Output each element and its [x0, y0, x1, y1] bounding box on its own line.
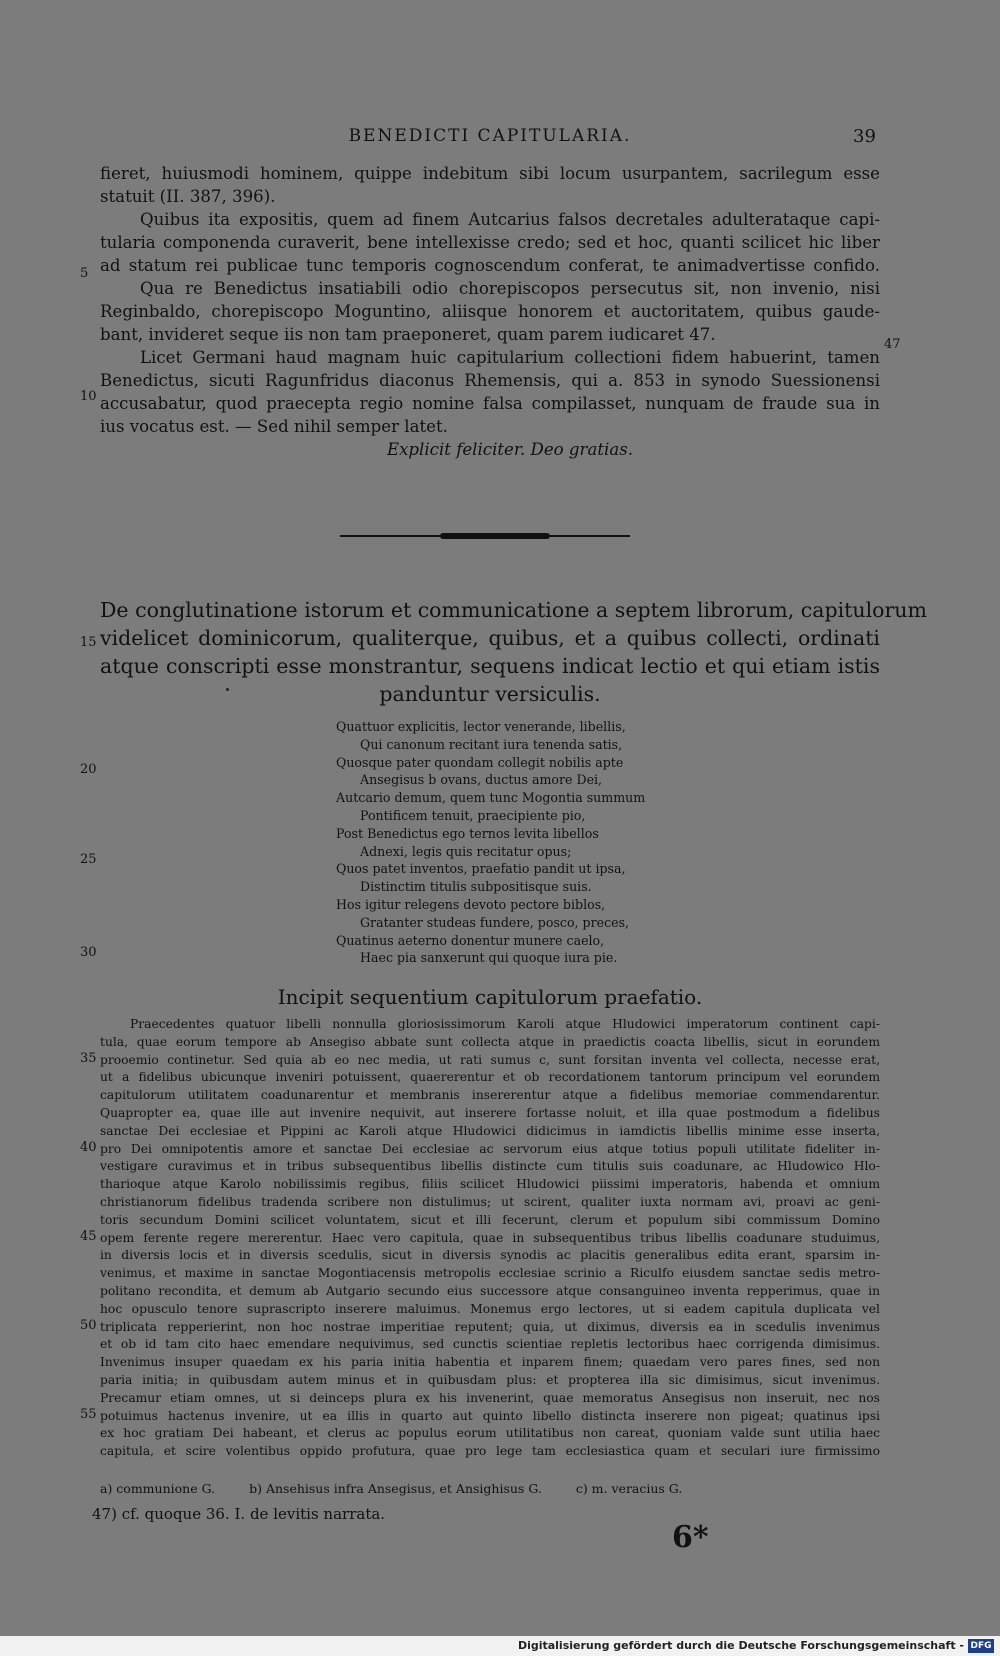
section-heading: Incipit sequentium capitulorum praefatio. — [277, 985, 703, 1009]
ink-speck — [226, 688, 229, 691]
funding-footer — [0, 1636, 1000, 1656]
text-line: toris secundum Domini scilicet voluntatem, sicut et illi fecerunt, clerum et populum sibi commissum Domino — [100, 1212, 880, 1227]
text-line: in diversis locis et in diversis scedulis, sicut in diversis synodis ac placitis generalibus edita erant, sparsim in- — [100, 1248, 880, 1263]
verse-line: Autcario demum, quem tunc Mogontia summum — [336, 790, 646, 806]
footnote-b: b) Ansehisus infra Ansegisus, et Ansighisus G. — [249, 1481, 542, 1496]
verse-line: Qui canonum recitant iura tenenda satis, — [360, 736, 623, 752]
verse-line: Hos igitur relegens devoto pectore biblos, — [336, 896, 606, 912]
verse-line: Quosque pater quondam collegit nobilis apte — [336, 754, 624, 770]
text-line: bant, invideret seque iis non tam praeponeret, quam parem iudicaret 47. — [100, 325, 716, 344]
verse-line: Pontificem tenuit, praecipiente pio, — [360, 807, 586, 823]
text-line: pro Dei omnipotentis amore et sanctae Dei ecclesiae ac servorum eius atque totius populi utilitate fideliter in- — [100, 1141, 880, 1156]
dfg-logo: DFG — [968, 1639, 994, 1653]
line-number: 50 — [80, 1318, 97, 1333]
explicit-line: Explicit feliciter. Deo gratias. — [386, 440, 634, 459]
text-line: tularia componenda curaverit, bene intellexisse credo; sed et hoc, quanti scilicet hic liber — [100, 233, 880, 252]
verse-line: Quattuor explicitis, lector venerande, libellis, — [336, 719, 626, 734]
text-line: Licet Germani haud magnam huic capitularium collectioni fidem habuerint, tamen — [140, 348, 880, 367]
text-line: ius vocatus est. — Sed nihil semper latet. — [100, 417, 448, 436]
text-line: politano recondita, et demum ab Autgario secundo eius successore atque consanguineo inventa repperimus, quae in — [100, 1283, 880, 1298]
line-number: 40 — [80, 1140, 97, 1155]
heading-line: De conglutinatione istorum et communicatione a septem librorum, capitulorum — [100, 598, 927, 622]
intro-text — [100, 162, 880, 461]
verse-line: Quatinus aeterno donentur munere caelo, — [336, 932, 605, 948]
footnotes — [100, 1481, 712, 1496]
text-line: paria initia; in quibusdam autem minus et in quibusdam plus: et propterea illa sic dimisimus, sicut invenimus. — [100, 1372, 880, 1387]
text-line: capitula, et scire volentibus oppido profutura, quae pro lege tam ecclesiastica quam et seculari iure firmissimo — [100, 1444, 880, 1459]
funding-notice: Digitalisierung gefördert durch die Deutsche Forschungsgemeinschaft - — [517, 1639, 964, 1652]
footnote-c: c) m. veracius G. — [575, 1481, 683, 1496]
line-number: 25 — [80, 852, 97, 867]
text-line: Praecedentes quatuor libelli nonnulla gloriosissimorum Karoli atque Hludowici imperatorum continent capi- — [130, 1017, 880, 1031]
text-line: Reginbaldo, chorepiscopo Moguntino, aliisque honorem et auctoritatem, quibus gaude- — [100, 302, 880, 321]
text-line: hoc opusculo tenore suprascripto inserere maluimus. Monemus ergo lectores, ut si eadem capitula duplicata vel — [100, 1301, 880, 1316]
text-line: ut a fidelibus ubicunque inveniri potuissent, quaererentur et ob recordationem tantorum principum vel eorundem — [100, 1070, 880, 1085]
text-line: vestigare curavimus et in tribus subsequentibus libellis distincte cum titulis suis coadunare, ac Hludowico Hlo- — [100, 1159, 880, 1174]
title-heading — [100, 596, 927, 708]
line-number: 45 — [80, 1229, 97, 1244]
text-line: opem ferente regere mererentur. Haec vero capitula, quae in subsequentibus tribus libellis coadunare studuimus, — [100, 1230, 880, 1245]
line-number: 30 — [80, 945, 97, 960]
line-number: 10 — [80, 389, 97, 404]
footnote-marker: 47 — [884, 337, 901, 352]
line-number: 20 — [80, 762, 97, 777]
praefatio-text — [100, 1016, 880, 1461]
verse-line: Haec pia sanxerunt qui quoque iura pie. — [360, 950, 618, 966]
running-head: BENEDICTI CAPITULARIA. — [348, 126, 632, 146]
text-line: fieret, huiusmodi hominem, quippe indebitum sibi locum usurpantem, sacrilegum esse — [100, 164, 880, 183]
verse-line: Ansegisus b ovans, ductus amore Dei, — [360, 772, 603, 788]
text-line: Quibus ita expositis, quem ad finem Autcarius falsos decretales adulterataque capi- — [140, 210, 880, 229]
verse-line: Post Benedictus ego ternos levita libellos — [336, 825, 599, 841]
text-line: tula, quae eorum tempore ab Ansegiso abbate sunt collecta atque in praedictis coacta libellis, sicut in eorundem — [100, 1034, 880, 1049]
heading-line: videlicet dominicorum, qualiterque, quibus, et a quibus collecti, ordinati — [100, 626, 880, 650]
text-line: Quapropter ea, quae ille aut invenire nequivit, aut inserere fortasse noluit, et illa quae postmodum a fidelibus — [100, 1105, 880, 1120]
text-line: venimus, et maxime in sanctae Mogontiacensis metropolis ecclesiae scrinio a Riculfo eiusdem sanctae sedis metro- — [100, 1266, 880, 1281]
footnote-a: a) communione G. — [100, 1481, 216, 1496]
text-line: Benedictus, sicuti Ragunfridus diaconus Rhemensis, qui a. 853 in synodo Suessionensi — [100, 371, 880, 390]
text-line: ad statum rei publicae tunc temporis cognoscendum conferat, te animadvertisse confido. — [100, 256, 880, 275]
text-line: ex hoc gratiam Dei habeant, et clerus ac populus eorum utilitatibus non careat, quoniam valde sunt utilia haec — [100, 1426, 880, 1441]
text-line: potuimus hactenus invenire, ut ea illis in quarto aut quinto libello distincta inserere non pigeat; quatinus ipsi — [100, 1408, 880, 1423]
heading-line: atque conscripti esse monstrantur, sequens indicat lectio et qui etiam istis — [100, 654, 880, 678]
text-line: prooemio continetur. Sed quia ab eo nec media, ut rati sumus c, sunt forsitan inventa vel collecta, necesse erat, — [100, 1052, 880, 1067]
verse-line: Adnexi, legis quis recitatur opus; — [360, 843, 572, 859]
heading-line: panduntur versiculis. — [379, 682, 601, 706]
text-line: Precamur etiam omnes, ut si deinceps plura ex his invenerint, quae memoratus Ansegisus non inseruit, nec nos — [100, 1390, 880, 1405]
text-line: sanctae Dei ecclesiae et Pippini ac Karoli atque Hludowici didicimus in iamdictis libellis minime esse inserta, — [100, 1123, 880, 1138]
verse-line: Gratanter studeas fundere, posco, preces, — [360, 914, 630, 930]
text-line: capitulorum utilitatem coadunarentur et membranis insererentur atque a fidelibus memoriae commendarentur. — [100, 1088, 880, 1103]
page-number: 39 — [853, 126, 876, 147]
text-line: et ob id tam cito haec emendare nequivimus, sed cunctis scientiae repletis lectoribus haec corrigenda dimisimus. — [100, 1337, 880, 1352]
verse-line: Quos patet inventos, praefatio pandit ut ipsa, — [336, 861, 626, 877]
text-line: tharioque atque Karolo nobilissimis regibus, filiis scilicet Hludowici piissimi imperatoris, habenda et omnium — [100, 1177, 880, 1192]
text-line: triplicata repperierint, non hoc nostrae imperitiae reputent; quia, ut diximus, diversis ea in scedulis invenimus — [100, 1319, 880, 1334]
section-divider-ornament — [440, 533, 550, 539]
verse-line: Distinctim titulis subpositisque suis. — [360, 879, 592, 895]
poem — [336, 718, 645, 967]
text-line: Qua re Benedictus insatiabili odio chorepiscopos persecutus sit, non invenio, nisi — [140, 279, 880, 298]
line-number: 35 — [80, 1051, 97, 1066]
signature-mark: 6* — [672, 1520, 709, 1555]
line-number: 15 — [80, 635, 97, 650]
text-line: Invenimus insuper quaedam ex his paria initia habentia et inparem finem; quaedam vero pares fines, sed non — [100, 1355, 880, 1370]
footnote-47: 47) cf. quoque 36. I. de levitis narrata. — [92, 1505, 386, 1523]
line-number: 5 — [80, 266, 89, 281]
line-number: 55 — [80, 1407, 97, 1422]
text-line: statuit (II. 387, 396). — [100, 187, 276, 206]
text-line: accusabatur, quod praecepta regio nomine falsa compilasset, nunquam de fraude sua in — [100, 394, 880, 413]
text-line: christianorum fidelibus tradenda scribere non distulimus; ut scirent, qualiter iuxta normam avi, proavi ac geni- — [100, 1194, 880, 1209]
